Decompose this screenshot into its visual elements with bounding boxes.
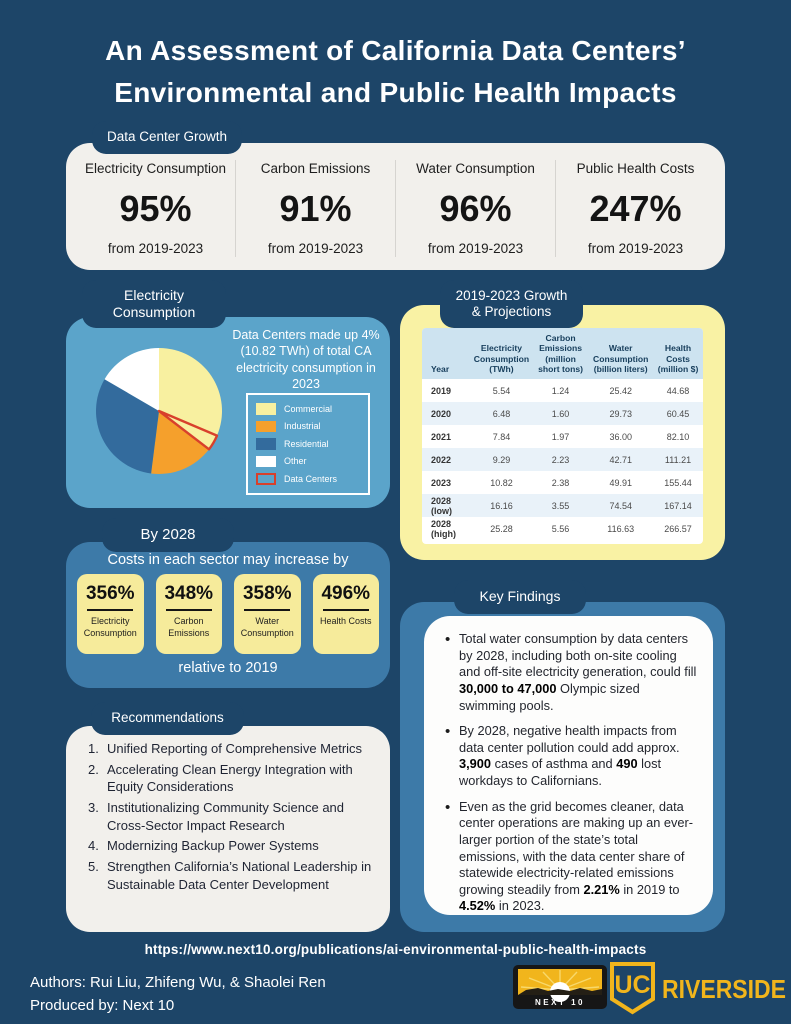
projections-table [422,328,703,540]
cell-value: 10.82 [490,477,513,488]
legend-item-other [256,456,360,468]
growth-panel [66,143,725,270]
recommendation-item-4: Modernizing Backup Power Systems [107,838,319,854]
stat-label: Water Consumption [240,616,294,638]
legend-swatch [256,421,276,433]
cell-value: 167.14 [664,500,692,511]
stat-period: from 2019-2023 [107,241,204,256]
stat-period: from 2019-2023 [267,241,364,256]
legend-label: Residential [284,438,329,449]
cell-value: 7.84 [492,431,511,442]
cell-value: 3.55 [551,500,570,511]
table-row [422,402,703,425]
cell-value: 116.63 [607,523,635,534]
table-row [422,448,703,471]
legend-swatch [256,438,276,450]
row-year: 2019 [431,385,452,396]
column-header-1: Year [422,328,470,379]
stat-period: from 2019-2023 [587,241,684,256]
legend-item-industrial [256,421,360,433]
legend-item-data-centers [256,473,360,485]
tab-recommendations-label: Recommendations [111,710,224,726]
stat-label: Public Health Costs [576,161,695,176]
uc-riverside-logo [608,961,790,1015]
growth-stat-2 [236,160,396,257]
stat-value: 95% [119,187,192,229]
tab-key-findings-label: Key Findings [479,588,561,605]
cell-value: 6.48 [492,408,511,419]
data-centers-outline-swatch [256,473,276,485]
growth-stats-row [66,143,725,270]
stat-value: 496% [321,583,371,604]
key-finding-3: • Even as the grid becomes cleaner, data center operations are making up an ever-larger portion of the state’s total emissions, with the data center share of statewide electricity-related emissions growing steadily from 2.21% in 2019 to 4.52% in 2023. [445,799,699,915]
growth-stat-1 [76,160,236,257]
row-year: 2021 [431,431,452,442]
key-findings-card [424,616,713,915]
projections-header-row [422,328,703,379]
legend-label: Commercial [284,403,333,414]
column-header-5: Health Costs (million $) [653,328,703,379]
table-row [422,494,703,517]
tab-by-2028-label: By 2028 [140,525,196,543]
legend-item-commercial [256,403,360,415]
ucr-name-text: RIVERSIDE [662,974,786,1004]
stat-divider [244,609,290,611]
legend-item-residential [256,438,360,450]
projections-table-head [422,328,703,379]
cell-value: 74.54 [609,500,632,511]
publication-url-link[interactable]: https://www.next10.org/publications/ai-environmental-public-health-impacts [144,942,647,957]
cell-value: 16.16 [490,500,513,511]
key-finding-1: • Total water consumption by data centers by 2028, including both on-site cooling and off-site electricity generation, could fill 30,000 to 47,000 Olympic sized swimming pools. [445,631,699,714]
next10-logo-text: NEXT 10 [535,998,585,1007]
tab-data-center-growth [92,121,242,154]
stat-label: Carbon Emissions [168,616,210,638]
recommendation-item-3: Institutionalizing Community Science and Cross-Sector Impact Research [107,800,345,833]
stat-divider [87,609,133,611]
pie-annotation: Data Centers made up 4% (10.82 TWh) of total CA electricity consumption in 2023 [232,328,380,391]
cell-value: 5.54 [492,385,511,396]
page-title-line2: Environmental and Public Health Impacts [114,77,677,108]
recommendation-item-2: Accelerating Clean Energy Integration with Equity Considerations [107,761,353,795]
growth-stat-4 [556,160,715,257]
cell-value: 2.38 [551,477,570,488]
table-row [422,471,703,494]
legend-label: Other [284,456,307,467]
cell-value: 9.29 [492,454,511,465]
stat-divider [166,609,212,611]
by2028-stat-boxes [77,574,379,654]
recommendations-list [86,740,376,896]
tab-key-findings [454,580,586,614]
cell-value: 1.97 [551,431,570,442]
cell-value: 266.57 [664,523,692,534]
tab-electricity-line1: Electricity [124,286,184,303]
table-row [422,379,703,402]
cell-value: 155.44 [664,477,692,488]
legend-label: Industrial [284,421,321,432]
cell-value: 25.28 [490,523,513,534]
column-header-2: Electricity Consumption (TWh) [470,328,533,379]
recommendations-panel [66,726,390,932]
row-year: 2020 [431,408,452,419]
stat-label: Carbon Emissions [260,161,371,176]
row-year: 2022 [431,454,452,465]
cell-value: 44.68 [666,385,690,396]
cell-value: 111.21 [664,454,692,465]
stat-value: 91% [279,187,352,229]
table-row [422,425,703,448]
cell-value: 1.60 [551,408,570,419]
page-title-line1: An Assessment of California Data Centers’ [105,35,686,66]
legend-swatch [256,403,276,415]
by2028-panel [66,542,390,688]
page-title [0,30,791,114]
next10-logo [513,965,607,1009]
cell-value: 1.24 [551,385,570,396]
cell-value: 49.91 [609,477,632,488]
legend-swatch [256,456,276,468]
by2028-stat-box-2 [156,574,223,654]
electricity-panel [66,317,390,508]
recommendation-item-5: Strengthen California’s National Leadership in Sustainable Data Center Development [107,859,372,892]
stat-label: Health Costs [319,616,372,626]
column-header-3: Carbon Emissions (million short tons) [533,328,589,379]
cell-value: 82.10 [666,431,690,442]
stat-value: 356% [85,583,135,604]
stat-value: 358% [242,583,292,604]
cell-value: 42.71 [609,454,632,465]
stat-period: from 2019-2023 [427,241,524,256]
produced-by-text: Produced by: Next 10 [30,997,175,1014]
pie-legend [246,393,370,495]
projections-table-wrap [422,328,703,544]
cell-value: 5.56 [551,523,570,534]
tab-electricity-consumption [82,280,226,328]
by2028-intro: Costs in each sector may increase by [107,552,349,568]
stat-value: 348% [164,583,214,604]
key-finding-2: • By 2028, negative health impacts from data center pollution could add approx. 3,900 cases of asthma and 490 lost workdays to Californians. [445,723,699,790]
by2028-footer: relative to 2019 [178,660,278,676]
tab-growth-projections [440,280,583,328]
stat-value: 247% [589,187,682,229]
by2028-stat-box-3 [234,574,301,654]
cell-value: 29.73 [609,408,632,419]
stat-label: Water Consumption [416,161,535,176]
stat-divider [323,609,369,611]
cell-value: 25.42 [609,385,632,396]
cell-value: 2.23 [551,454,570,465]
tab-electricity-line2: Consumption [112,304,196,320]
legend-label: Data Centers [284,473,338,484]
row-year: 2023 [431,477,452,488]
growth-stat-3 [396,160,556,257]
key-findings-list [424,616,713,915]
stat-label: Electricity Consumption [83,616,137,638]
tab-projections-line1: 2019-2023 Growth [455,287,568,303]
key-findings-panel [400,602,725,932]
authors-text: Authors: Rui Liu, Zhifeng Wu, & Shaolei Ren [30,974,326,991]
row-year: 2028 (low) [431,495,452,516]
tab-by-2028 [102,518,234,552]
projections-panel [400,305,725,560]
projections-table-body [422,379,703,540]
tab-projections-line2: & Projections [471,304,552,319]
cell-value: 36.00 [609,431,632,442]
tab-recommendations [91,702,244,735]
uc-monogram-text: UC [614,971,651,999]
column-header-4: Water Consumption (billion liters) [588,328,653,379]
by2028-stat-box-1 [77,574,144,654]
row-year: 2028 (high) [431,518,456,539]
cell-value: 60.45 [666,408,690,419]
recommendation-item-1: Unified Reporting of Comprehensive Metrics [107,741,363,756]
stat-value: 96% [439,187,512,229]
tab-data-center-growth-label: Data Center Growth [106,129,228,145]
stat-label: Electricity Consumption [84,161,227,176]
pie-chart [93,345,225,477]
table-row [422,517,703,540]
by2028-stat-box-4 [313,574,380,654]
